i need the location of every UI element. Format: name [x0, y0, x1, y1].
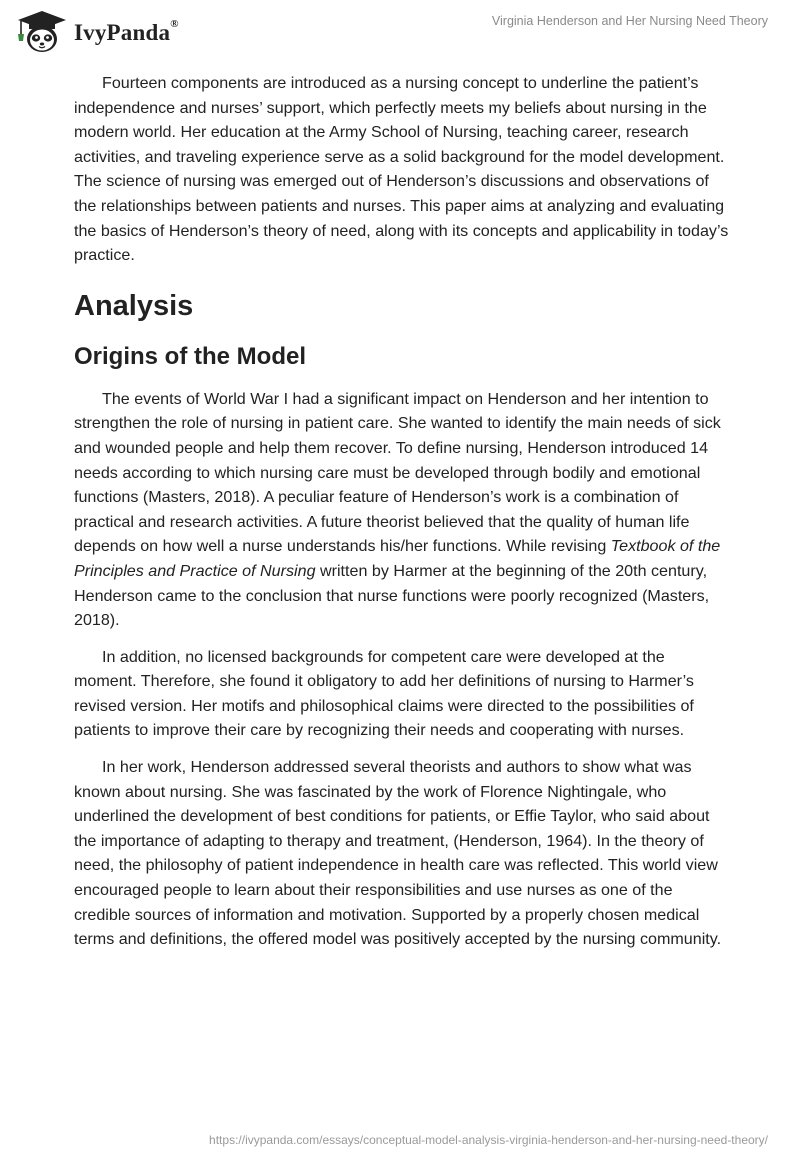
brand-logo[interactable] — [12, 8, 179, 54]
book-title: Textbook of the Principles and Practice of Nursing — [74, 537, 721, 580]
origins-paragraph-3: In her work, Henderson addressed several theorists and authors to show what was known about nursing. She was fascinated by the work of Florence Nightingale, who underlined the development of best conditions for patients, or Effie Taylor, who said about the importance of adapting to therapy and treatment, (Henderson, 1964). In the theory of need, the philosophy of patient independence in health care was reflected. This world view encouraged people to learn about their responsibilities and use nurses as one of the credible sources of information and motivation. Supported by a properly chosen medical terms and definitions, the offered model was positively accepted by the nursing community. — [74, 758, 722, 949]
panda-graduation-cap-icon — [12, 8, 70, 54]
origins-paragraph-1 — [74, 387, 730, 633]
origins-paragraph-2: In addition, no licensed backgrounds for competent care were developed at the moment. Therefore, she found it obligatory to add her definitions of nursing to Harmer’s revised version. Her motifs and philosophical claims were directed to the possibilities of patients to improve their care by recognizing their needs and cooperating with nurses. — [74, 647, 694, 740]
essay-content — [74, 71, 730, 964]
page-header — [0, 0, 800, 60]
subsection-heading-origins: Origins of the Model — [74, 342, 306, 370]
paragraph-text: The events of World War I had a significant impact on Henderson and her intention to strengthen the role of nursing in patient care. She wanted to identify the main needs of sick and wounded people and help them recover. To define nursing, Henderson introduced 14 needs according to which nursing care must be developed through bodily and emotional functions (Masters, 2018). A peculiar feature of Henderson’s work is a combination of practical and research activities. A future theorist believed that the quality of human life depends on how well a nurse understands his/her functions. While revising — [74, 389, 721, 556]
brand-name: IvyPanda® — [74, 18, 179, 45]
paragraph-text: written by Harmer at the beginning of the 20th century, Henderson came to the conclusion that nurse functions were poorly recognized (Masters, 2018). — [74, 561, 710, 630]
intro-paragraph: Fourteen components are introduced as a nursing concept to underline the patient’s independence and nurses’ support, which perfectly meets my beliefs about nursing in the modern world. Her education at the Army School of Nursing, teaching career, research activities, and traveling experience serve as a solid background for the model development. The science of nursing was emerged out of Henderson’s discussions and observations of the relationships between patients and nurses. This paper aims at analyzing and evaluating the basics of Henderson’s theory of need, along with its concepts and applicability in today’s practice. — [74, 74, 729, 265]
document-title: Virginia Henderson and Her Nursing Need Theory — [491, 14, 768, 28]
section-heading-analysis: Analysis — [74, 289, 194, 322]
source-url[interactable]: https://ivypanda.com/essays/conceptual-model-analysis-virginia-henderson-and-her-nursing-need-theory/ — [209, 1133, 768, 1147]
